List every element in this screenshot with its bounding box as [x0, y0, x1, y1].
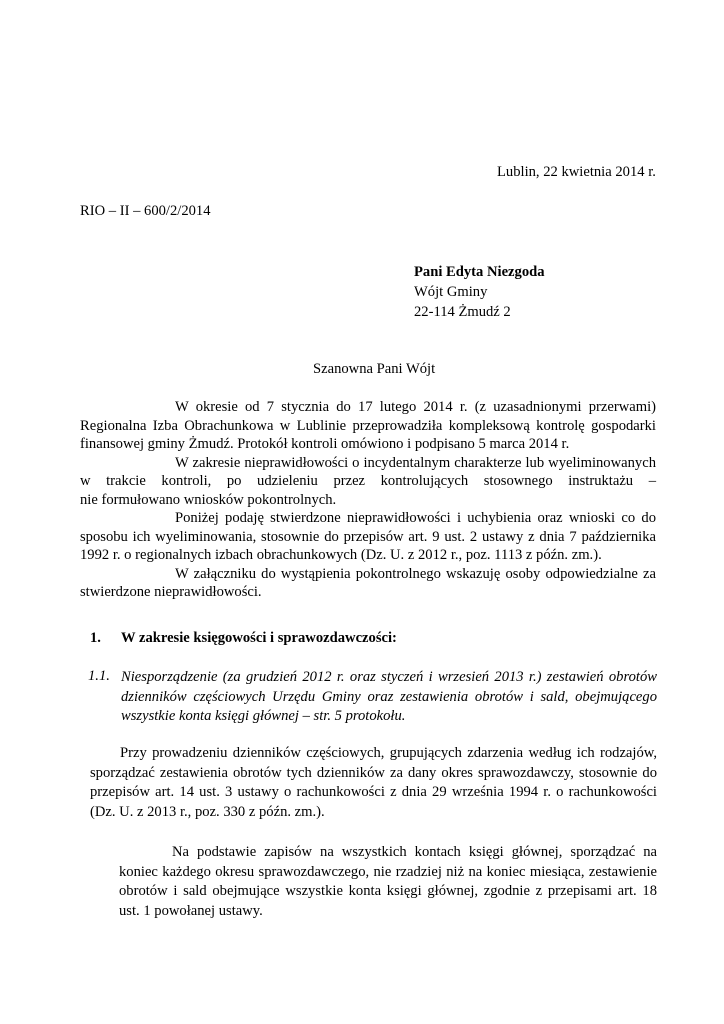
section-1-title: W zakresie księgowości i sprawozdawczości: — [121, 630, 397, 646]
item-1-1-text — [121, 668, 657, 727]
paragraph-b-line: ust. 1 powołanej ustawy. — [119, 902, 263, 919]
intro-line: w trakcie kontroli, po udzieleniu przez kontrolujących stosownego instruktażu – — [80, 473, 656, 489]
intro-line: Poniżej podaję stwierdzone nieprawidłowości i uchybienia oraz wnioski co do — [175, 510, 656, 526]
paragraph-a — [90, 744, 657, 822]
paragraph-a-line: sporządzać zestawienia obrotów tych dzienników za dany okres sprawozdawczy, stosownie do — [90, 764, 657, 781]
intro-line: stwierdzone nieprawidłowości. — [80, 584, 262, 600]
paragraph-a-line: Przy prowadzeniu dzienników częściowych, grupujących zdarzenia według ich rodzajów, — [120, 745, 657, 761]
paragraph-b-line: koniec każdego okresu sprawozdawczego, nie rzadziej niż na koniec miesiąca, zestawienie — [119, 863, 657, 880]
paragraph-a-line: przepisów art. 14 ust. 3 ustawy o rachunkowości z dnia 29 września 1994 r. o rachunkowości — [90, 784, 657, 800]
recipient-title: Wójt Gminy — [414, 284, 488, 300]
intro-line: finansowej gminy Żmudź. Protokół kontroli omówiono i podpisano 5 marca 2014 r. — [80, 436, 570, 452]
salutation: Szanowna Pani Wójt — [313, 361, 436, 377]
paragraph-b-line: Na podstawie zapisów na wszystkich kontach księgi głównej, sporządzać na — [172, 844, 657, 860]
item-1-1-line: wszystkie konta księgi głównej – str. 5 protokołu. — [121, 708, 406, 724]
intro-paragraphs — [80, 398, 656, 602]
item-1-1-line: Niesporządzenie (za grudzień 2012 r. oraz styczeń i wrzesień 2013 r.) zestawień obrotów — [121, 669, 657, 685]
recipient-address: 22-114 Żmudź 2 — [414, 304, 511, 320]
paragraph-a-line: (Dz. U. z 2013 r., poz. 330 z późn. zm.). — [90, 803, 325, 820]
intro-line: nie formułowano wniosków pokontrolnych. — [80, 491, 337, 508]
recipient-name: Pani Edyta Niezgoda — [414, 264, 545, 280]
paragraph-b-line: obrotów i sald obejmujące wszystkie konta księgi głównej, zgodnie z przepisami art. 18 — [119, 883, 657, 899]
intro-line: W zakresie nieprawidłowości o incydentalnym charakterze lub wyeliminowanych — [175, 454, 656, 471]
item-1-1-line: dzienników częściowych Urzędu Gminy oraz zestawienia obrotów i sald, obejmującego — [121, 688, 657, 705]
intro-line: W okresie od 7 stycznia do 17 lutego 2014 r. (z uzasadnionymi przerwami) — [175, 399, 656, 415]
place-date: Lublin, 22 kwietnia 2014 r. — [497, 164, 656, 180]
recipient-block — [414, 262, 545, 322]
reference-number: RIO – II – 600/2/2014 — [80, 203, 211, 219]
intro-line: Regionalna Izba Obrachunkowa w Lublinie przeprowadziła kompleksową kontrolę gospodarki — [80, 417, 656, 434]
intro-line: 1992 r. o regionalnych izbach obrachunkowych (Dz. U. z 2012 r., poz. 1113 z późn. zm.). — [80, 547, 602, 563]
intro-line: W załączniku do wystąpienia pokontrolnego wskazuję osoby odpowiedzialne za — [175, 565, 656, 582]
section-1-number: 1. — [90, 630, 101, 646]
item-1-1-number: 1.1. — [88, 668, 110, 684]
intro-line: sposobu ich wyeliminowania, stosownie do przepisów art. 9 ust. 2 ustawy z dnia 7 października — [80, 528, 656, 545]
paragraph-b — [119, 843, 657, 921]
